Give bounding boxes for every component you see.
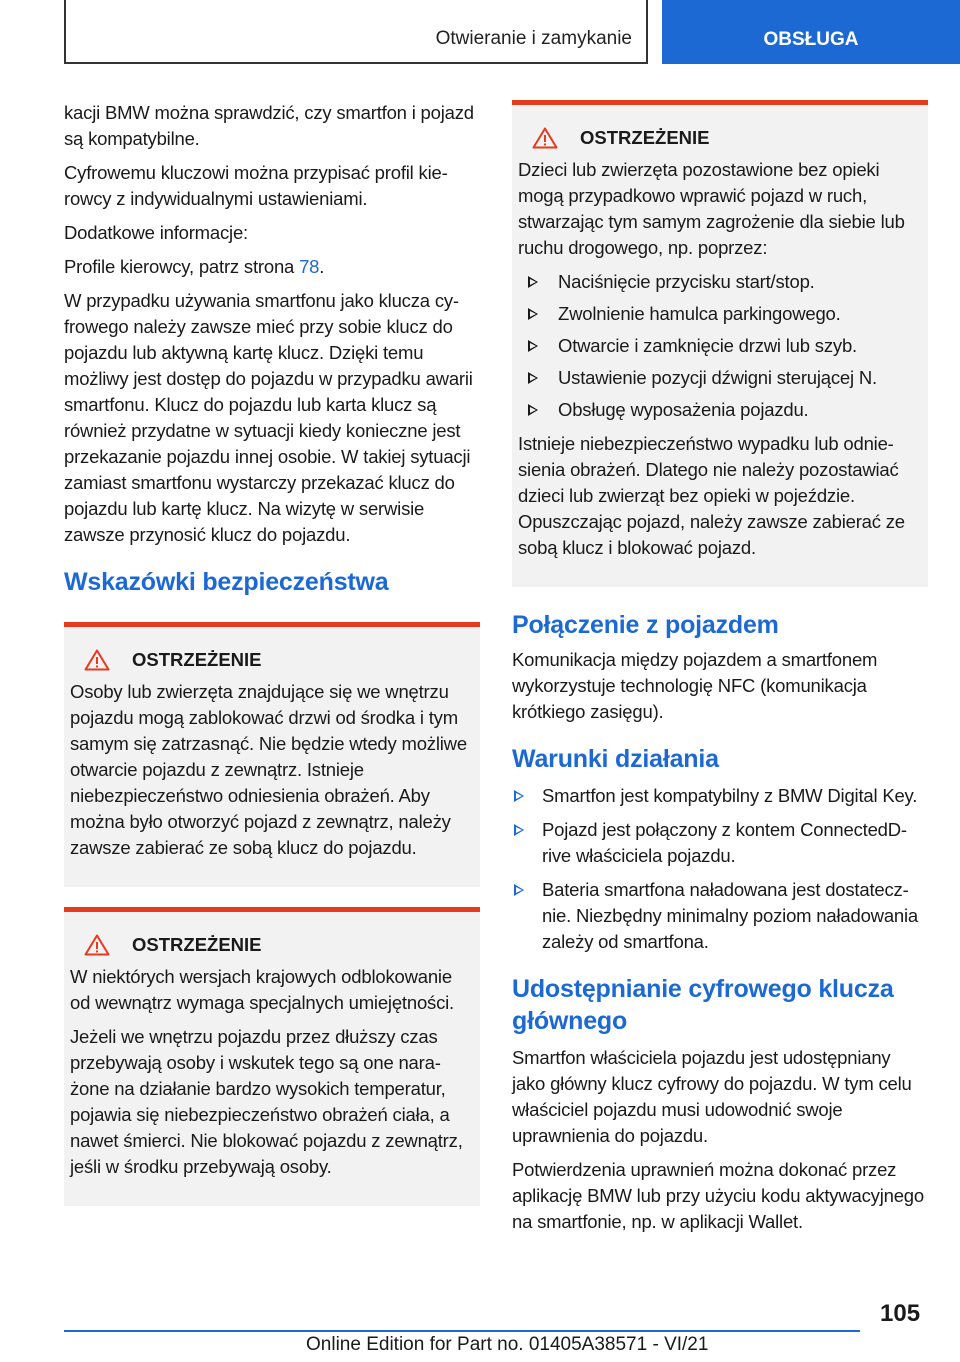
paragraph: Cyfrowemu kluczowi można przypisać profil kierowcy z indywidualnymi ustawieniami.	[64, 162, 448, 209]
paragraph: Dodatkowe informacje:	[64, 222, 248, 243]
heading-conditions: Warunki działania	[512, 745, 719, 773]
warning-triangle-icon	[532, 127, 558, 149]
paragraph: Potwierdzenia uprawnień można dokonać przez aplikację BMW lub przy użyciu kodu aktywacyjnego na smartfonie, np. w aplikacji Wallet.	[512, 1159, 924, 1232]
edition-note: Online Edition for Part no. 01405A38571 - VI/21	[306, 1334, 709, 1355]
warning-triangle-icon	[84, 934, 110, 956]
list-item-text: Obsługę wyposażenia pojazdu.	[558, 399, 809, 420]
warning-text: W niektórych wersjach krajowych odblokowanie od wewnątrz wymaga specjalnych umiejętności.	[70, 966, 454, 1013]
warning-box	[512, 100, 928, 587]
list-item-text: Otwarcie i zamknięcie drzwi lub szyb.	[558, 335, 857, 356]
list-item	[518, 365, 918, 391]
list-item-text: Naciśnięcie przycisku start/stop.	[558, 271, 815, 292]
paragraph: kacji BMW można sprawdzić, czy smartfon i pojazd są kompatybilne.	[64, 102, 474, 149]
paragraph-end: .	[319, 256, 325, 277]
warning-title	[70, 649, 470, 671]
warning-text: Jeżeli we wnętrzu pojazdu przez dłuższy czas przebywają osoby i wskutek tego są one narażone na działanie bardzo wysokich temperatur, pojawia się niebezpieczeństwo obrażeń ciała, a nawet śmierci. Nie blokować pojazdu z zewnątrz, jeśli w środku przebywają osoby.	[70, 1026, 463, 1177]
list-item	[512, 877, 928, 955]
warning-list	[518, 269, 918, 423]
warning-title	[70, 934, 470, 956]
warning-text: Osoby lub zwierzęta znajdujące się we wnętrzu pojazdu mogą zablokować drzwi od środka i tym samym się zatrzasnąć. Nie będzie wtedy możliwe otwarcie pojazdu z zewnątrz. Istnieje niebezpieczeństwo odniesienia obrażeń. Aby można było otworzyć pojazd z zewnątrz, należy zawsze zabierać ze sobą klucz do pojazdu.	[70, 681, 467, 858]
warning-box	[64, 907, 480, 1206]
warning-text: Dzieci lub zwierzęta pozostawione bez opieki mogą przypadkowo wprawić pojazd w ruch, stwarzając tym samym zagrożenie dla siebie lub ruchu drogowego, np. poprzez:	[518, 159, 905, 258]
warning-title-text: OSTRZEŻENIE	[132, 934, 262, 955]
paragraph: Smartfon właściciela pojazdu jest udostępniany jako główny klucz cyfrowy do pojazdu. W tym celu właściciel pojazdu musi udowodnić swoje uprawnienia do pojazdu.	[512, 1047, 912, 1146]
warning-triangle-icon	[84, 649, 110, 671]
list-item-text: Zwolnienie hamulca parkingowego.	[558, 303, 841, 324]
conditions-list	[512, 783, 928, 955]
warning-title-text: OSTRZEŻENIE	[132, 649, 262, 670]
warning-box	[64, 622, 480, 887]
list-item-text: Ustawienie pozycji dźwigni sterującej N.	[558, 367, 877, 388]
warning-title	[518, 127, 918, 149]
list-item-text: Smartfon jest kompatybilny z BMW Digital Key.	[542, 785, 918, 806]
list-item	[512, 783, 928, 809]
warning-text: Istnieje niebezpieczeństwo wypadku lub odniesienia obrażeń. Dlatego nie należy pozostawiać dzieci lub zwierząt bez opieki w pojeździe. Opuszczając pojazd, należy zawsze zabierać ze sobą klucz i blokować pojazd.	[518, 433, 905, 558]
list-item	[512, 817, 928, 869]
paragraph-with-link	[64, 254, 480, 280]
heading-safety: Wskazówki bezpieczeństwa	[64, 568, 389, 596]
bullet-triangle-icon	[514, 824, 524, 836]
list-item	[518, 397, 918, 423]
heading-sharing: Udostępnianie cyfrowego klucza głównego	[512, 975, 894, 1035]
list-item	[518, 301, 918, 327]
paragraph: W przypadku używania smartfonu jako klucza cyfrowego należy zawsze mieć przy sobie klucz do pojazdu lub aktywną kartę klucz. Dzięki temu możliwy jest dostęp do pojazdu w przypadku awarii smartfonu. Klucz do pojazdu lub karta klucz są również przydatne w sytuacji kiedy konieczne jest przekazanie pojazdu innej osobie. W takiej sytuacji zamiast smartfonu wystarczy przekazać klucz do pojazdu lub kartę klucz. Na wizytę w serwisie zawsze przynosić klucz do pojazdu.	[64, 290, 473, 545]
chapter-tab: OBSŁUGA	[662, 0, 960, 64]
list-item	[518, 269, 918, 295]
section-title: Otwieranie i zamykanie	[435, 28, 632, 49]
page-link[interactable]: 78	[299, 256, 320, 277]
bullet-triangle-icon	[528, 308, 538, 320]
paragraph-text: Profile kierowcy, patrz strona	[64, 256, 300, 277]
bullet-triangle-icon	[528, 276, 538, 288]
section-header-box	[64, 0, 648, 64]
left-column	[64, 100, 480, 1226]
bullet-triangle-icon	[514, 790, 524, 802]
page-header	[0, 0, 960, 68]
paragraph: Komunikacja między pojazdem a smartfonem wykorzystuje technologię NFC (komunikacja krótkiego zasięgu).	[512, 649, 878, 722]
list-item-text: Bateria smartfona naładowana jest dostatecznie. Niezbędny minimalny poziom naładowania zależy od smartfona.	[542, 879, 918, 952]
bullet-triangle-icon	[528, 404, 538, 416]
right-column	[512, 100, 928, 1243]
list-item-text: Pojazd jest połączony z kontem ConnectedDrive właściciela pojazdu.	[542, 819, 908, 866]
bullet-triangle-icon	[514, 884, 524, 896]
list-item	[518, 333, 918, 359]
bullet-triangle-icon	[528, 340, 538, 352]
bullet-triangle-icon	[528, 372, 538, 384]
page-number: 105	[880, 1300, 921, 1327]
footer-divider	[64, 1330, 860, 1332]
heading-connection: Połączenie z pojazdem	[512, 611, 779, 639]
warning-title-text: OSTRZEŻENIE	[580, 127, 710, 148]
